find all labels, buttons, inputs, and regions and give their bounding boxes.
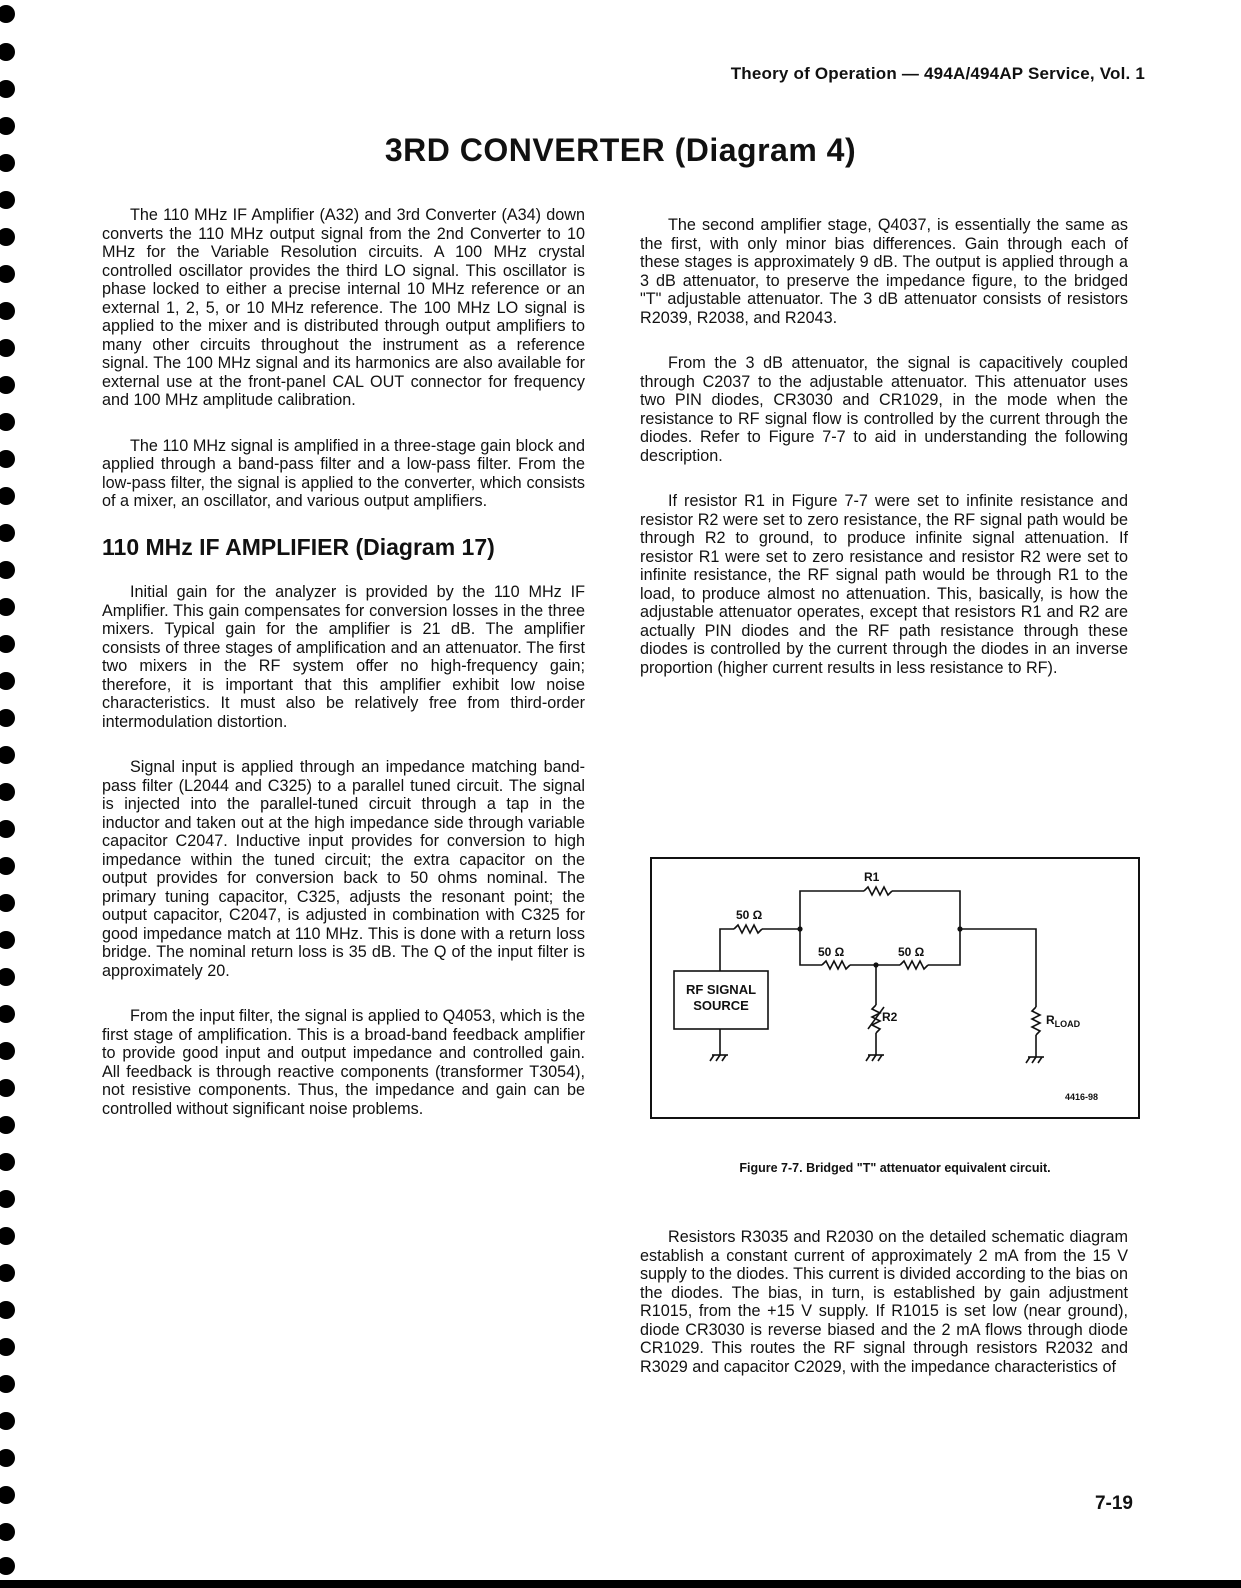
paragraph: The second amplifier stage, Q4037, is essentially the same as the first, with only minor bias differences. Gain through each of these stages is approximately 9 dB. The output is applied through a 3 dB attenuator, to preserve the impedance figure, to the bridged "T" adjustable attenuator. The 3 dB attenuator consists of resistors R2039, R2038, and R2043. bbox=[640, 216, 1128, 327]
source-label-1: RF SIGNAL bbox=[685, 982, 757, 997]
running-header: Theory of Operation — 494A/494AP Service, Vol. 1 bbox=[730, 64, 1145, 83]
r-right-label: 50 Ω bbox=[898, 945, 925, 959]
paragraph: From the input filter, the signal is applied to Q4053, which is the first stage of amplification. This is a broad-band feedback amplifier to provide good input and output impedance and controlled gain. All feedback is through reactive components (transformer T3054), not resistive components. Thus, the impedance and gain can be controlled without significant noise problems. bbox=[102, 1007, 585, 1118]
resistor-left bbox=[822, 961, 850, 969]
r1-label: R1 bbox=[864, 870, 880, 884]
page-title: 3RD CONVERTER (Diagram 4) bbox=[384, 132, 857, 168]
source-label-2: SOURCE bbox=[693, 998, 749, 1013]
page-number: 7-19 bbox=[1094, 1493, 1133, 1514]
paragraph: Resistors R3035 and R2030 on the detailed schematic diagram establish a constant current of approximately 2 mA from the 15 V supply to the diodes. This current is divided according to the bias on the diodes. The bias, in turn, is established by gain adjustment R1015, from the +15 V supply. If R1015 is set low (near ground), diode CR3030 is reverse biased and the 2 mA flows through diode CR1029. This routes the RF signal through resistors R2032 and R3029 and capacitor C2029, with the impedance characteristics of bbox=[640, 1228, 1128, 1376]
paragraph: Signal input is applied through an impedance matching band-pass filter (L2044 and C325) to a parallel tuned circuit. The signal is injected into the parallel-tuned circuit through a tap in the inductor and taken out at the high impedance side through variable capacitor C2047. Inductive input provides for conversion to high impedance within the tuned circuit; the extra capacitor on the output provides for conversion back to 50 ohms nominal. The primary tuning capacitor, C325, adjusts the resonant point; the output capacitor, C2047, is adjusted in combination with C325 for good impedance match at 110 MHz. This is done with a return loss bridge. The nominal return loss is 35 dB. The Q of the input filter is approximately 20. bbox=[102, 758, 585, 980]
paragraph: If resistor R1 in Figure 7-7 were set to infinite resistance and resistor R2 were set to zero resistance, the RF signal path would be through R2 to ground, to produce infinite signal attenuation. If resistor R1 were set to zero resistance and resistor R2 were set to infinite resistance, the RF signal path would be through R1 to the load, to produce almost no attenuation. This, basically, is how the adjustable attenuator operates, except that resistors R1 and R2 are actually PIN diodes and the RF path resistance through these diodes is controlled by the current through the diodes in an inverse proportion (higher current results in less resistance to RF). bbox=[640, 492, 1128, 677]
r-source-label: 50 Ω bbox=[736, 908, 763, 922]
paragraph: From the 3 dB attenuator, the signal is capacitively coupled through C2037 to the adjustable attenuator. This attenuator uses two PIN diodes, CR3030 and CR1029, in the mode when the resistance to RF signal flow is controlled by the current through the diodes. Refer to Figure 7-7 to aid in understanding the following description. bbox=[640, 354, 1128, 465]
resistor-load bbox=[1032, 1007, 1040, 1035]
right-column-continued bbox=[640, 1228, 1128, 1376]
figure-code: 4416-98 bbox=[1064, 1092, 1098, 1102]
left-column bbox=[102, 206, 585, 1145]
r-left-label: 50 Ω bbox=[818, 945, 845, 959]
resistor-r1 bbox=[864, 887, 892, 895]
binder-holes bbox=[0, 0, 30, 1588]
r2-label: R2 bbox=[882, 1010, 898, 1024]
figure-caption: Figure 7-7. Bridged "T" attenuator equivalent circuit. bbox=[739, 1161, 1051, 1175]
figure-7-7 bbox=[650, 857, 1140, 1119]
paragraph: Initial gain for the analyzer is provided by the 110 MHz IF Amplifier. This gain compensates for conversion losses in the three mixers. Typical gain for the amplifier is 21 dB. The amplifier consists of three stages of amplification and an attenuator. The first two mixers in the RF system offer no high-frequency gain; therefore, it is important that this amplifier exhibit low noise characteristics. It must also be relatively free from third-order intermodulation distortion. bbox=[102, 583, 585, 731]
ground-symbols bbox=[710, 1055, 1044, 1063]
resistor-source bbox=[734, 925, 762, 933]
paragraph: The 110 MHz IF Amplifier (A32) and 3rd Converter (A34) down converts the 110 MHz output signal from the 2nd Converter to 10 MHz for the Variable Resolution circuits. A 100 MHz crystal controlled oscillator provides the third LO signal. This oscillator is phase locked to either a precise internal 10 MHz reference or an external 1, 2, 5, or 10 MHz reference. The 100 MHz LO signal is applied to the mixer and is distributed through output amplifiers to many other circuits throughout the instrument as a reference signal. The 100 MHz signal and its harmonics are also available for external use at the front-panel CAL OUT connector for frequency and 100 MHz amplitude calibration. bbox=[102, 206, 585, 409]
section-heading: 110 MHz IF AMPLIFIER (Diagram 17) bbox=[102, 533, 495, 560]
right-column bbox=[640, 216, 1128, 704]
resistor-right bbox=[900, 961, 928, 969]
bottom-edge bbox=[0, 1580, 1241, 1588]
paragraph: The 110 MHz signal is amplified in a three-stage gain block and applied through a band-pass filter and a low-pass filter. From the low-pass filter, the signal is applied to the converter, which consists of a mixer, an oscillator, and various output amplifiers. bbox=[102, 436, 585, 510]
attenuator-schematic bbox=[652, 859, 1138, 1117]
rload-label: $R_{LOAD}$ bbox=[1046, 1013, 1081, 1029]
